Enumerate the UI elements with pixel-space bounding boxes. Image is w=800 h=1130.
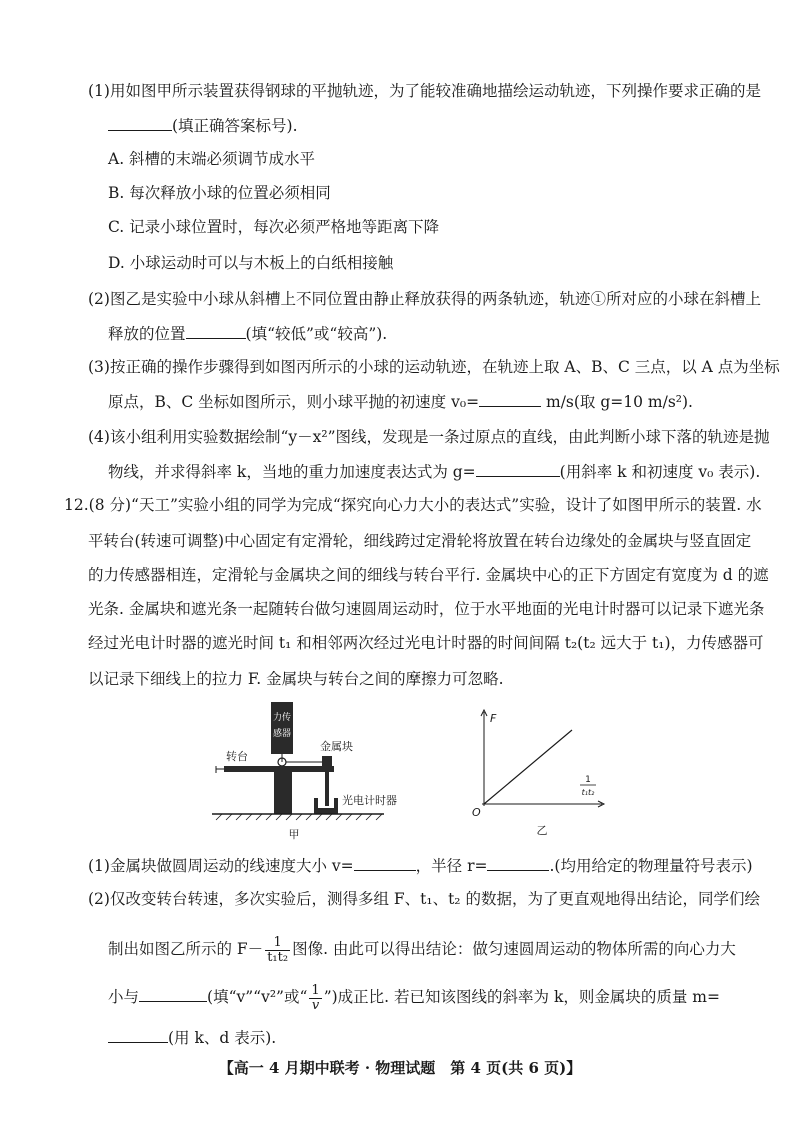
q12-stem-line6: 以记录下细线上的拉力 F. 金属块与转台之间的摩擦力可忽略. [88,670,504,688]
figure-yi-graph [462,706,612,838]
q12-part2-line1: (2)仅改变转台转速，多次实验后，测得多组 F、t₁、t₂ 的数据，为了更直观地得出结论，同学们绘 [88,890,760,908]
figure-yi-caption: 乙 [536,824,548,837]
q12-part2-text-cont: 图像. 由此可以得出结论：做匀速圆周运动的物体所需的向心力大 [292,940,736,958]
fraction-1-over-t1t2 [265,936,290,965]
x-label-num: 1 [585,775,591,785]
q12-part1-mid: ，半径 r= [415,857,488,875]
fraction-1-over-v [309,984,321,1013]
q12-stem-line3: 的力传感器相连，定滑轮与金属块之间的细线与转台平行. 金属块中心的正下方固定有宽度为 d 的遮 [88,566,769,584]
q12-part1 [88,854,753,877]
answer-blank[interactable] [487,854,549,871]
ground-hatching [216,814,382,820]
q11-part3-text: 原点，B、C 坐标如图所示，则小球平抛的初速度 v₀= [108,393,480,411]
q11-part2-hint: (填“较低”或“较高”). [245,325,388,343]
frac-num: 1 [311,982,320,998]
figure-jia-caption: 甲 [288,828,300,841]
answer-blank[interactable] [476,460,560,477]
q12-part2-line3 [108,980,720,1014]
q12-part2-line4 [108,1026,276,1049]
q12-part1-hint: .(均用给定的物理量符号表示) [549,857,753,875]
answer-blank[interactable] [354,854,416,871]
answer-blank[interactable] [479,390,541,407]
option-d: D. 小球运动时可以与木板上的白纸相接触 [108,254,394,272]
q12-stem-line1: 12.(8 分)“天工”实验小组的同学为完成“探究向心力大小的表达式”实验，设计了如图甲所示的装置. 水 [64,496,762,514]
q11-part4-hint: (用斜率 k 和初速度 v₀ 表示). [559,463,761,481]
q12-part1-text: (1)金属块做圆周运动的线速度大小 v= [88,857,354,875]
q12-part2-text2: 小与 [108,988,140,1006]
q12-part2-options: (填“v”“v²”或“ [207,988,308,1006]
answer-blank[interactable] [139,985,207,1002]
turntable [224,766,334,772]
answer-blank[interactable] [186,322,246,339]
q12-part2-text3: ”)成正比. 若已知该图线的斜率为 k，则金属块的质量 m= [323,988,720,1006]
option-a: A. 斜槽的末端必须调节成水平 [108,150,316,168]
x-label-den: t₁t₂ [581,788,595,797]
frac-den: t₁t₂ [267,949,289,965]
option-c: C. 记录小球位置时，每次必须严格地等距离下降 [108,218,440,236]
turntable-label: 转台 [226,750,248,763]
q12-stem-line5: 经过光电计时器的遮光时间 t₁ 和相邻两次经过光电计时器的时间间隔 t₂(t₂ 远大于 t₁)，力传感器可 [88,634,764,652]
q11-part2-line2 [108,322,387,345]
origin-label: O [472,806,481,819]
figure-jia-apparatus [208,696,428,846]
sensor-label-1: 力传 [272,713,292,723]
y-axis-label: F [490,712,497,725]
force-sensor [271,702,293,754]
page-footer: 【高一 4 月期中联考 · 物理试题 第 4 页(共 6 页)】 [218,1059,582,1077]
sensor-label-2: 感器 [272,729,292,739]
q11-part3-line1: (3)按正确的操作步骤得到如图丙所示的小球的运动轨迹，在轨迹上取 A、B、C 三点，以 A 点为坐标 [88,358,780,376]
metal-block-label: 金属块 [320,740,353,753]
option-b: B. 每次释放小球的位置必须相同 [108,184,331,202]
frac-num: 1 [265,936,290,951]
q12-part2-text: 制出如图乙所示的 F－ [108,940,264,958]
q12-part2-hint: (用 k、d 表示). [168,1029,277,1047]
q11-part3-line2 [108,390,693,413]
timer-label: 光电计时器 [342,794,397,807]
q11-part2-line1: (2)图乙是实验中小球从斜槽上不同位置由静止释放获得的两条轨迹，轨迹①所对应的小球在斜槽上 [88,290,761,308]
q12-stem-line4: 光条. 金属块和遮光条一起随转台做匀速圆周运动时，位于水平地面的光电计时器可以记录下遮光条 [88,600,765,618]
q11-part4-line1: (4)该小组利用实验数据绘制“y－x²”图线，发现是一条过原点的直线，由此判断小球下落的轨迹是抛 [88,428,770,446]
q11-part4-line2 [108,460,760,483]
answer-blank[interactable] [108,1026,168,1043]
q11-part4-text: 物线，并求得斜率 k，当地的重力加速度表达式为 g= [108,463,476,481]
q11-part1-line2 [108,114,298,137]
turntable-support [274,772,292,814]
q11-part3-hint: m/s(取 g=10 m/s²). [546,393,693,411]
q11-part2-text: 释放的位置 [108,325,186,343]
answer-blank[interactable] [108,114,172,131]
q12-part2-line2 [108,932,736,966]
f-line [484,730,572,804]
q12-stem-line2: 平转台(转速可调整)中心固定有定滑轮，细线跨过定滑轮将放置在转台边缘处的金属块与竖直固定 [88,532,752,550]
q11-part1-hint: (填正确答案标号). [172,117,298,135]
metal-block [322,756,332,766]
q11-part1-line1: (1)用如图甲所示装置获得钢球的平抛轨迹，为了能较准确地描绘运动轨迹，下列操作要求正确的是 [88,82,761,100]
frac-den: v [311,997,320,1013]
light-blocking-strip [325,772,329,806]
